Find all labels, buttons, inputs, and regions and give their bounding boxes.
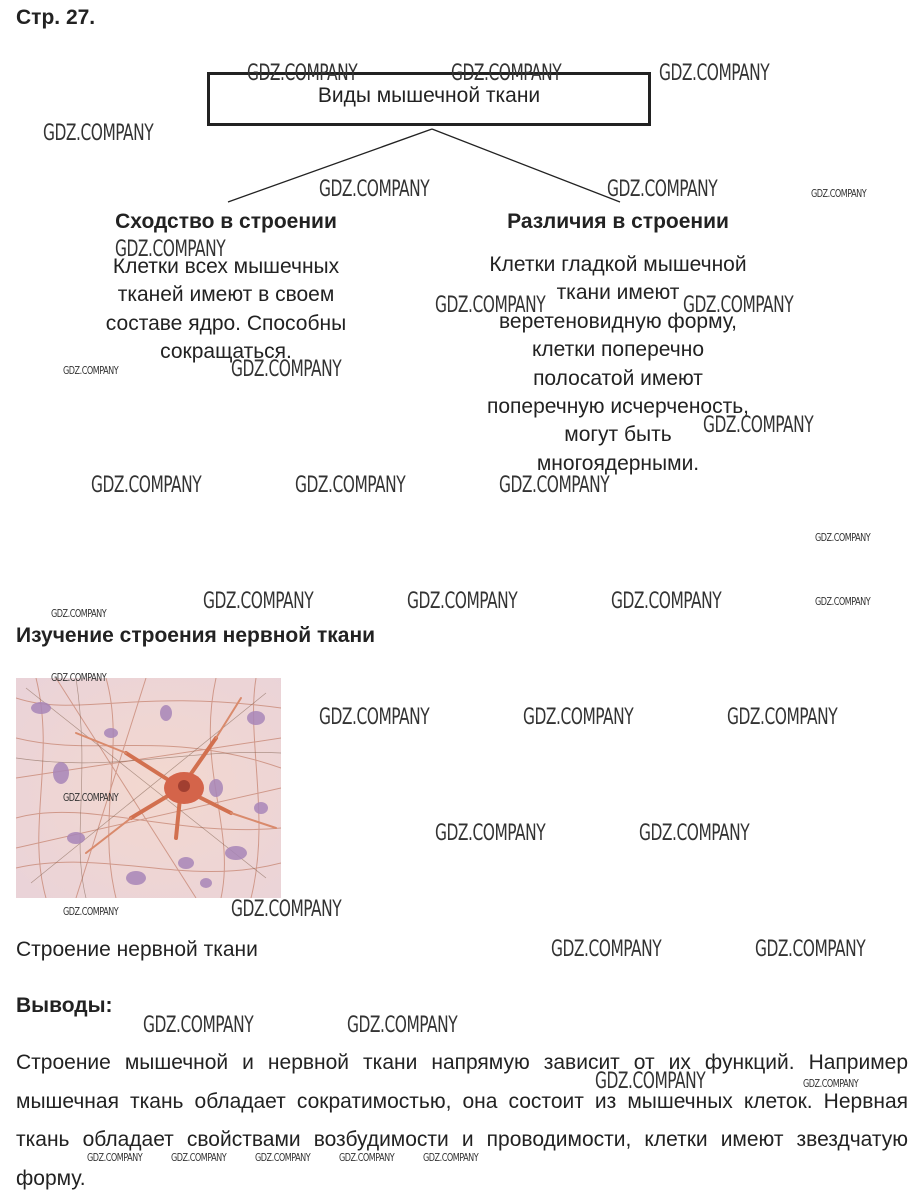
watermark: GDZ.COMPANY [435, 821, 546, 846]
watermark: GDZ.COMPANY [551, 937, 662, 962]
watermark: GDZ.COMPANY [755, 937, 866, 962]
differences-heading: Различия в строении [507, 210, 729, 233]
watermark: GDZ.COMPANY [63, 791, 119, 804]
watermark: GDZ.COMPANY [203, 589, 314, 614]
differences-line: веретеновидную форму, [499, 309, 737, 333]
watermark: GDZ.COMPANY [811, 187, 867, 200]
differences-line: Клетки гладкой мышечной [489, 253, 747, 276]
watermark: GDZ.COMPANY [339, 1151, 395, 1164]
watermark: GDZ.COMPANY [803, 1077, 859, 1090]
watermark: GDZ.COMPANY [231, 357, 342, 382]
watermark: GDZ.COMPANY [815, 595, 871, 608]
differences-line: поперечную исчерченость, [486, 395, 749, 419]
watermark: GDZ.COMPANY [319, 705, 430, 730]
watermark: GDZ.COMPANY [815, 531, 871, 544]
nervous-tissue-heading: Изучение строения нервной ткани [16, 624, 376, 647]
watermark: GDZ.COMPANY [523, 705, 634, 730]
watermark: GDZ.COMPANY [499, 473, 610, 498]
diagram-root-title: Виды мышечной ткани [317, 84, 541, 107]
watermark: GDZ.COMPANY [727, 705, 838, 730]
micrograph-caption: Строение нервной ткани [16, 938, 258, 961]
differences-text [458, 251, 778, 478]
connector-right-line [432, 129, 620, 202]
watermark: GDZ.COMPANY [607, 177, 718, 202]
similarity-text [76, 253, 376, 367]
watermark: GDZ.COMPANY [611, 589, 722, 614]
watermark: GDZ.COMPANY [51, 607, 107, 620]
watermark: GDZ.COMPANY [683, 293, 794, 318]
watermark: GDZ.COMPANY [451, 61, 562, 86]
differences-line: многоядерными. [536, 451, 700, 475]
watermark: GDZ.COMPANY [63, 364, 119, 377]
similarity-line: Клетки всех мышечных [112, 255, 340, 278]
watermark: GDZ.COMPANY [407, 589, 518, 614]
differences-line: ткани имеют [556, 281, 680, 305]
page-number: Стр. 27. [16, 6, 96, 29]
watermark: GDZ.COMPANY [171, 1151, 227, 1164]
watermark: GDZ.COMPANY [87, 1151, 143, 1164]
watermark: GDZ.COMPANY [703, 413, 814, 438]
watermark: GDZ.COMPANY [423, 1151, 479, 1164]
watermark: GDZ.COMPANY [91, 473, 202, 498]
differences-line: клетки поперечно [531, 338, 704, 362]
watermark: GDZ.COMPANY [51, 671, 107, 684]
watermark: GDZ.COMPANY [43, 121, 154, 146]
differences-line: могут быть [564, 423, 672, 447]
watermark: GDZ.COMPANY [231, 897, 342, 922]
watermark: GDZ.COMPANY [347, 1013, 458, 1038]
watermark: GDZ.COMPANY [435, 293, 546, 318]
watermark: GDZ.COMPANY [115, 237, 226, 262]
watermark: GDZ.COMPANY [255, 1151, 311, 1164]
watermark: GDZ.COMPANY [143, 1013, 254, 1038]
conclusions-text: Строение мышечной и нервной ткани напрямую зависит от их функций. Например мышечная ткань обладает сократимостью, она состоит из мышечных клеток. Нервная ткань обладает свойствами возбудимости и проводимости, клетки имеют звездчатую форму. [16, 1051, 908, 1190]
differences-line: полосатой имеют [533, 366, 703, 390]
similarity-line: сокращаться. [160, 340, 292, 364]
nervous-tissue-micrograph [16, 678, 281, 898]
watermark: GDZ.COMPANY [247, 61, 358, 86]
watermark: GDZ.COMPANY [63, 905, 119, 918]
conclusions-heading: Выводы: [16, 994, 113, 1017]
watermark: GDZ.COMPANY [319, 177, 430, 202]
watermark: GDZ.COMPANY [639, 821, 750, 846]
watermark: GDZ.COMPANY [295, 473, 406, 498]
similarity-line: тканей имеют в своем [117, 283, 335, 307]
watermark: GDZ.COMPANY [659, 61, 770, 86]
similarity-line: составе ядро. Способны [105, 311, 347, 335]
similarity-heading: Сходство в строении [115, 210, 337, 233]
watermark: GDZ.COMPANY [595, 1069, 706, 1094]
